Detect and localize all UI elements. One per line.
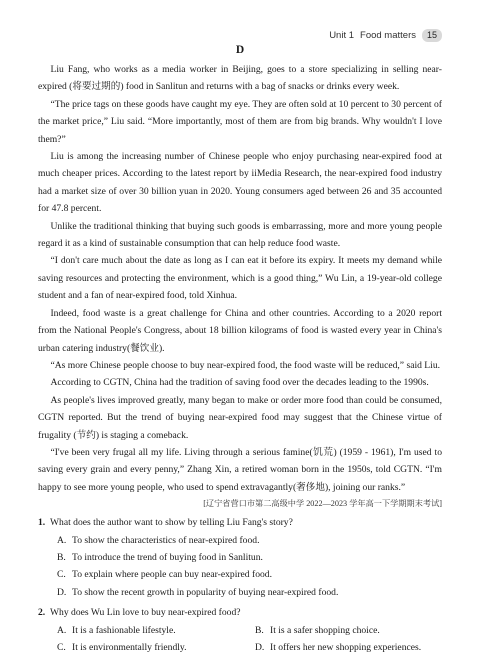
option-a <box>57 622 255 639</box>
option-text: It is environmentally friendly. <box>72 642 187 653</box>
paragraph: “As more Chinese people choose to buy near-expired food, the food waste will be reduced,” said Liu. <box>50 359 441 371</box>
option-label: C. <box>57 642 66 653</box>
option-text: To show the recent growth in popularity of buying near-expired food. <box>72 586 339 598</box>
option-d <box>57 584 442 601</box>
option-text: To show the characteristics of near-expired food. <box>72 534 260 546</box>
option-c <box>57 639 255 656</box>
option-list <box>38 532 442 602</box>
option-b <box>255 622 445 639</box>
paragraph: Indeed, food waste is a great challenge for China and other countries. According to a 2020 report from the National People's Congress, about 18 billion kilograms of food is wasted every year in China's urban catering industry(餐饮业). <box>38 307 442 354</box>
question-number: 1. <box>38 517 46 529</box>
question-stem <box>38 514 442 531</box>
question-1 <box>38 514 442 601</box>
option-a <box>57 532 442 549</box>
option-text: To introduce the trend of buying food in Sanlitun. <box>72 551 263 563</box>
section-title: D <box>235 44 245 56</box>
question-text: Why does Wu Lin love to buy near-expired food? <box>50 607 241 619</box>
question-text: What does the author want to show by telling Liu Fang's story? <box>50 517 293 529</box>
paragraph: “I've been very frugal all my life. Living through a serious famine(饥荒) (1959 - 1961), I'm used to saving every grain and every penny,” Zhang Xin, a retired woman born in the 1950s, told CGTN. “I'm happy to see more young people, who used to spend extravagantly(奢侈地), joining our ranks.” <box>38 446 442 493</box>
paragraph: As people's lives improved greatly, many began to make or order more food than could be consumed, CGTN reported. But the trend of buying near-expired food may suggest that the Chinese virtue of frugality (节约) is staging a comeback. <box>38 394 442 441</box>
option-b <box>57 549 442 566</box>
option-label: B. <box>255 624 264 636</box>
paragraph: Liu Fang, who works as a media worker in Beijing, goes to a store specializing in selling near-expired (将要过期的) food in Sanlitun and returns with a bag of snacks or drinks every week. <box>38 64 442 93</box>
paragraph: “I don't care much about the date as long as I can eat it before its expiry. It meets my demand while saving resources and protecting the environment, which is a good thing,” Wu Lin, a 19-year-old college student and a fan of near-expired food, told Xinhua. <box>38 255 442 302</box>
paragraph: Unlike the traditional thinking that buying such goods is embarrassing, more and more young people regard it as a kind of sustainable consumption that can help reduce food waste. <box>38 220 442 250</box>
option-text: It offers her new shopping experiences. <box>270 642 422 653</box>
option-text: It is a fashionable lifestyle. <box>72 624 176 636</box>
unit-label: Unit 1 <box>329 29 355 41</box>
paragraph: According to CGTN, China had the tradition of saving food over the decades leading to the 1990s. <box>50 377 429 389</box>
option-label: B. <box>57 551 66 563</box>
option-c <box>57 566 442 583</box>
option-text: To explain where people can buy near-expired food. <box>72 569 272 581</box>
page-header <box>329 28 442 42</box>
option-label: D. <box>57 586 67 598</box>
option-text: It is a safer shopping choice. <box>270 624 380 636</box>
topic-label: Food matters <box>360 29 416 41</box>
option-grid <box>38 622 442 657</box>
option-label: C. <box>57 569 66 581</box>
option-d <box>255 639 445 656</box>
option-label: A. <box>57 624 67 636</box>
page-number: 15 <box>422 29 442 42</box>
source-note: [辽宁省营口市第二高级中学 2022—2023 学年高一下学期期末考试] <box>203 499 442 509</box>
question-stem <box>38 604 442 621</box>
question-number: 2. <box>38 607 46 619</box>
passage <box>38 61 442 656</box>
option-label: A. <box>57 534 67 546</box>
question-2 <box>38 604 442 656</box>
option-label: D. <box>255 642 265 653</box>
paragraph: Liu is among the increasing number of Chinese people who enjoy purchasing near-expired food at much cheaper prices. According to the latest report by iiMedia Research, the near-expired food industry had a market size of over 30 billion yuan in 2020. Young consumers aged between 26 and 35 accounted for 47.8 percent. <box>38 151 442 215</box>
paragraph: “The price tags on these goods have caught my eye. They are often sold at 10 percent to 30 percent of the market price,” Liu said. “More importantly, most of them are from big brands. Why wouldn't I love them?” <box>38 98 442 145</box>
